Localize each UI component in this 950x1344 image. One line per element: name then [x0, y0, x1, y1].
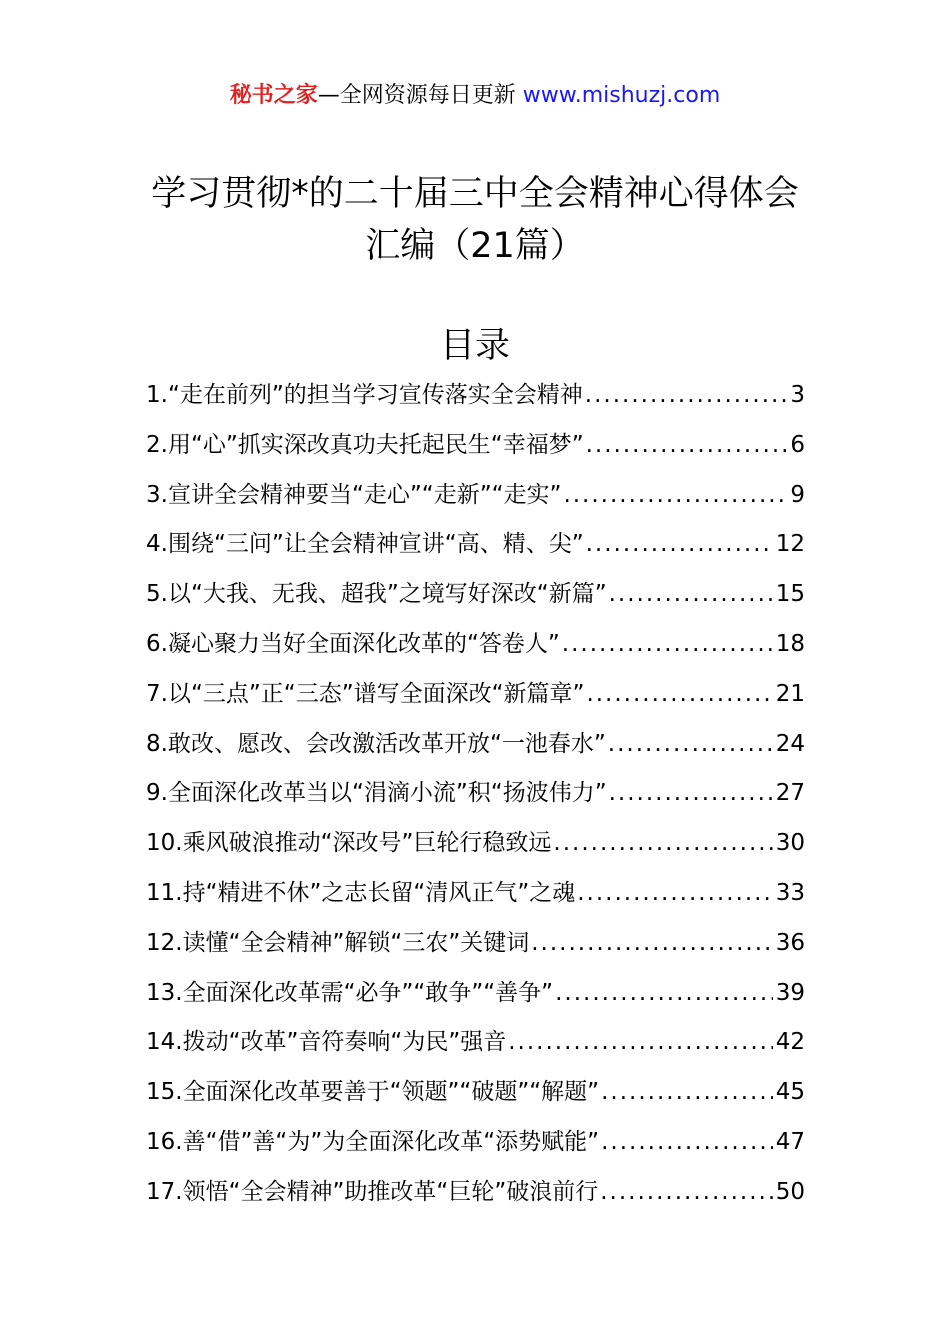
- toc-dot-leader: [608, 720, 773, 770]
- toc-entry[interactable]: [146, 769, 805, 819]
- toc-entry[interactable]: [146, 520, 805, 570]
- toc-dot-leader: [600, 1168, 772, 1218]
- toc-dot-leader: [601, 1118, 773, 1168]
- toc-page-number: 45: [775, 1079, 805, 1106]
- toc-page-number: 42: [775, 1029, 805, 1056]
- site-url-link[interactable]: www.mishuzj.com: [522, 83, 721, 108]
- toc-entry[interactable]: [146, 471, 805, 521]
- toc-page-number: 15: [775, 581, 805, 608]
- toc-entry-title: 10.乘风破浪推动“深改号”巨轮行稳致远: [146, 830, 552, 857]
- toc-dot-leader: [609, 570, 773, 620]
- toc-entry[interactable]: [146, 720, 805, 770]
- toc-entry[interactable]: [146, 969, 805, 1019]
- site-header: [0, 80, 950, 112]
- toc-entry-title: 1.“走在前列”的担当学习宣传落实全会精神: [146, 382, 583, 408]
- toc-page-number: 27: [775, 780, 805, 807]
- toc-entry-title: 9.全面深化改革当以“涓滴小流”积“扬波伟力”: [146, 780, 607, 807]
- toc-page-number: 50: [775, 1178, 805, 1205]
- toc-entry[interactable]: [146, 670, 805, 720]
- toc-entry[interactable]: [146, 570, 805, 620]
- toc-page-number: 47: [775, 1128, 805, 1155]
- toc-page-number: 6: [790, 431, 805, 458]
- toc-entry-title: 12.读懂“全会精神”解锁“三农”关键词: [146, 929, 530, 956]
- toc-entry-title: 4.围绕“三问”让全会精神宣讲“高、精、尖”: [146, 531, 584, 558]
- toc-entry[interactable]: [146, 1068, 805, 1118]
- toc-dot-leader: [585, 371, 788, 421]
- toc-page-number: 36: [775, 929, 805, 956]
- toc-entry-title: 17.领悟“全会精神”助推改革“巨轮”破浪前行: [146, 1178, 599, 1205]
- toc-page-number: 33: [775, 879, 805, 906]
- toc-entry-title: 3.宣讲全会精神要当“走心”“走新”“走实”: [146, 481, 562, 508]
- toc-dot-leader: [508, 1018, 772, 1068]
- toc-page-number: 12: [775, 531, 805, 558]
- toc-entry-title: 16.善“借”善“为”为全面深化改革“添势赋能”: [146, 1128, 600, 1155]
- toc-dot-leader: [553, 819, 772, 869]
- toc-page-number: 39: [775, 979, 805, 1006]
- toc-dot-leader: [562, 620, 773, 670]
- toc-entry-title: 8.敢改、愿改、会改激活改革开放“一池春水”: [146, 730, 606, 757]
- header-tagline: —全网资源每日更新: [317, 83, 523, 108]
- toc-entry-title: 14.拨动“改革”音符奏响“为民”强音: [146, 1029, 507, 1056]
- toc-dot-leader: [586, 421, 788, 471]
- toc-dot-leader: [577, 869, 772, 919]
- toc-entry-title: 13.全面深化改革需“必争”“敢争”“善争”: [146, 979, 554, 1006]
- toc-dot-leader: [609, 769, 773, 819]
- brand-name: 秘书之家: [229, 83, 318, 108]
- document-title: [0, 168, 950, 272]
- toc-dot-leader: [601, 1068, 773, 1118]
- toc-entry[interactable]: [146, 371, 805, 421]
- toc-dot-leader: [531, 919, 772, 969]
- toc-page-number: 18: [775, 630, 805, 657]
- toc-entry[interactable]: [146, 869, 805, 919]
- toc-entry-title: 15.全面深化改革要善于“领题”“破题”“解题”: [146, 1079, 600, 1106]
- toc-entry-title: 7.以“三点”正“三态”谱写全面深改“新篇章”: [146, 680, 585, 707]
- toc-entry-title: 6.凝心聚力当好全面深化改革的“答卷人”: [146, 630, 560, 657]
- toc-entry[interactable]: [146, 1118, 805, 1168]
- toc-page-number: 30: [775, 830, 805, 857]
- toc-entry[interactable]: [146, 919, 805, 969]
- toc-page-number: 21: [775, 680, 805, 707]
- toc-entry[interactable]: [146, 1168, 805, 1218]
- title-line-1: 学习贯彻*的二十届三中全会精神心得体会: [151, 174, 799, 214]
- toc-heading: 目录: [439, 326, 510, 366]
- toc-entry[interactable]: [146, 421, 805, 471]
- toc-entry-title: 11.持“精进不休”之志长留“清风正气”之魂: [146, 879, 576, 906]
- toc-dot-leader: [555, 969, 773, 1019]
- toc-dot-leader: [563, 471, 787, 521]
- toc-page-number: 24: [775, 730, 805, 757]
- toc-dot-leader: [586, 520, 773, 570]
- table-of-contents: [146, 371, 805, 1218]
- toc-entry[interactable]: [146, 620, 805, 670]
- toc-page-number: 9: [790, 481, 805, 508]
- toc-dot-leader: [586, 670, 772, 720]
- toc-entry[interactable]: [146, 819, 805, 869]
- toc-entry[interactable]: [146, 1018, 805, 1068]
- toc-page-number: 3: [790, 382, 805, 408]
- toc-entry-title: 2.用“心”抓实深改真功夫托起民生“幸福梦”: [146, 431, 584, 458]
- toc-entry-title: 5.以“大我、无我、超我”之境写好深改“新篇”: [146, 581, 607, 608]
- title-line-2: 汇编（21篇）: [365, 226, 585, 266]
